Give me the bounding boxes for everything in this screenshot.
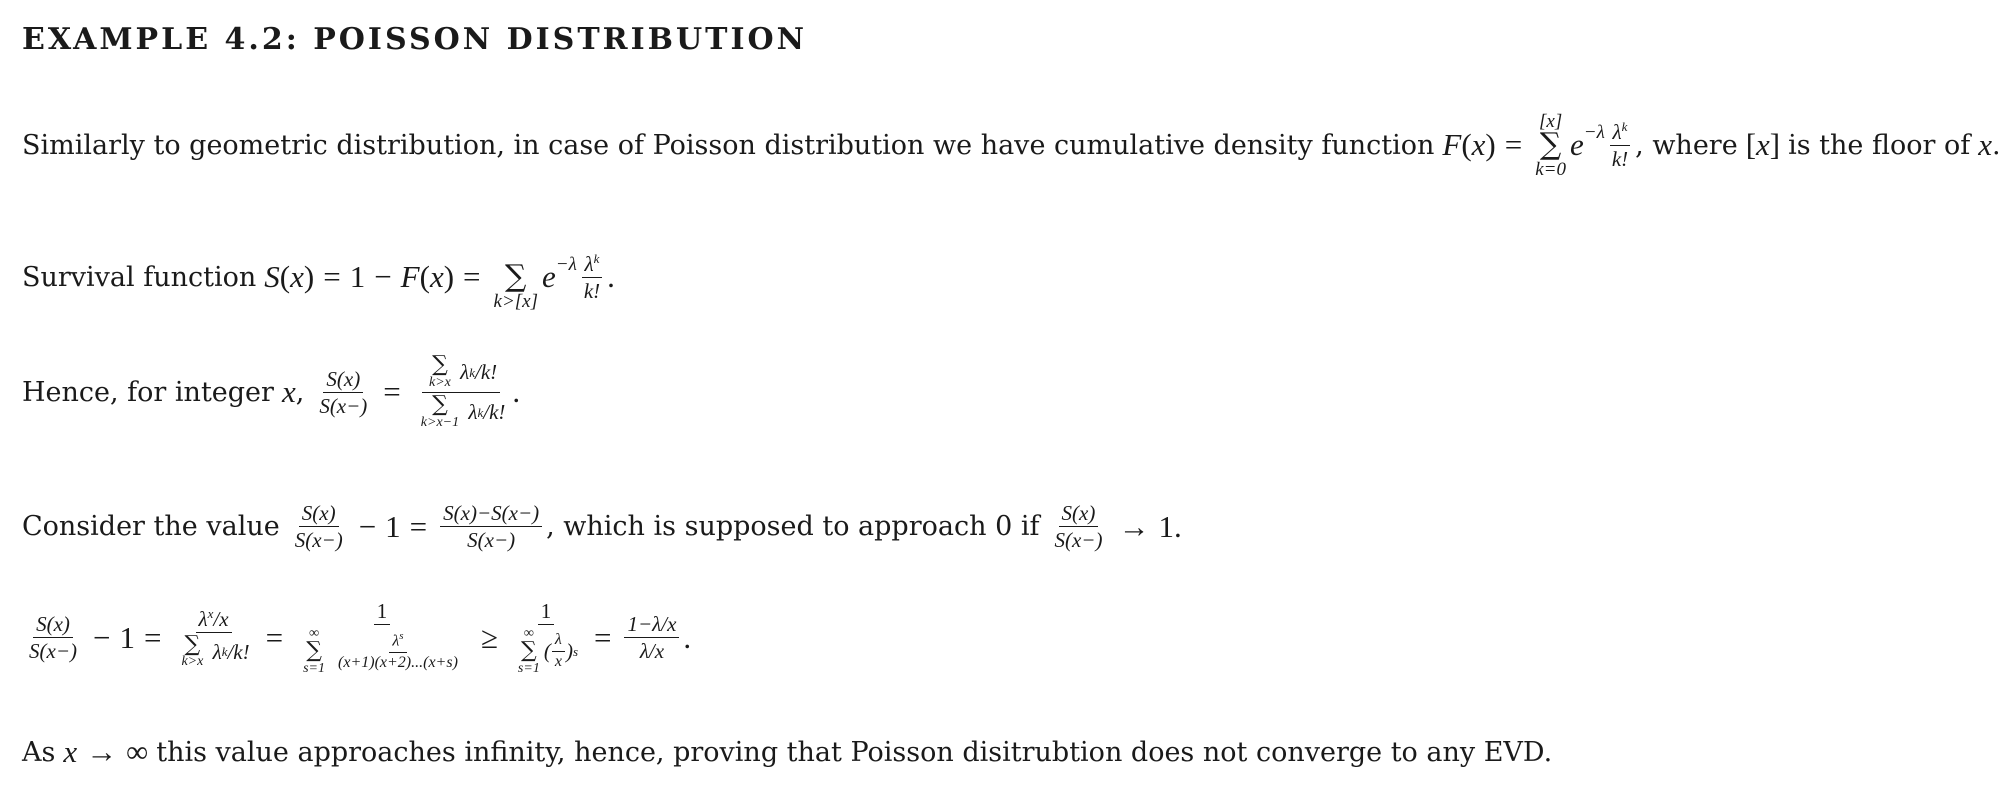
conclusion-text: this value approaches infinity, hence, proving that Poisson disitrubtion does not converge to any EVD. bbox=[156, 736, 1553, 768]
conclusion-lead-text: As bbox=[22, 736, 56, 768]
cdf-where-text: , where bbox=[1635, 129, 1738, 161]
sum-symbol: ∑ k>[x] bbox=[493, 259, 538, 312]
paragraph-ratio: Hence, for integer x , $\frac{S(x)}{S(x-)}$ = ∑ k>x λ k /k! ∑ k>x−1 λ k /k! . bbox=[22, 352, 521, 430]
paragraph-survival: Survival function S ( x ) = 1 − F ( x ) = ∑ k>[x] e $^{-\lambda}$ $\frac{\lambda^k}{k!}$ . bbox=[22, 244, 615, 311]
paragraph-inequality: $\frac{S(x)}{S(x-)}$ − 1 = $\lambda^x/x$ ∑ k>x λ k /k! = 1 ∞ ∑ s=1 $\frac{\lambda^s}{(x+1)(x+2)...(x+s)}$ ≥ 1 ∞ ∑ s=1 ( $\frac{\lambda}{x}$ ) s = $\frac{1-\lambda/x}{\lambda/x}$ . bbox=[22, 600, 691, 676]
cdf-intro-text: Similarly to geometric distribution, in case of Poisson distribution we have cumulative density function bbox=[22, 129, 1435, 161]
consider-approach-text: , which is supposed to approach 0 if bbox=[546, 511, 1040, 543]
ratio-intro-text: Hence, for integer bbox=[22, 376, 274, 408]
survival-ratio: $\frac{S(x)}{S(x-)}$ bbox=[294, 501, 343, 553]
survival-intro-text: Survival function bbox=[22, 261, 257, 293]
final-ratio: $\frac{1-\lambda/x}{\lambda/x}$ bbox=[624, 613, 679, 662]
cdf-formula-lhs: F bbox=[1442, 127, 1462, 163]
one-over-series: 1 ∞ ∑ s=1 $\frac{\lambda^s}{(x+1)(x+2)...(x+s)}$ bbox=[303, 599, 458, 676]
survival-ratio: $\frac{S(x)}{S(x-)}$ bbox=[29, 612, 77, 664]
lambda-x-over-sum: $\lambda^x/x$ ∑ k>x λ k /k! bbox=[181, 605, 250, 670]
lambda-k-over-k-factorial: $\frac{\lambda^k}{k!}$ bbox=[1609, 120, 1631, 170]
equals-sign: = bbox=[1504, 127, 1523, 163]
example-heading: EXAMPLE 4.2: POISSON DISTRIBUTION bbox=[22, 22, 808, 57]
consider-intro-text: Consider the value bbox=[22, 511, 280, 543]
survival-ratio: $\frac{S(x)}{S(x-)}$ bbox=[319, 366, 368, 418]
one-over-geometric-series: 1 ∞ ∑ s=1 ( $\frac{\lambda}{x}$ ) s bbox=[517, 599, 578, 676]
paragraph-consider: Consider the value $\frac{S(x)}{S(x-)}$ − 1 = $\frac{S(x)-S(x-)}{S(x-)}$ , which is supposed to approach 0 if $\frac{S(x)}{S(x-)}$ → 1. bbox=[22, 501, 1182, 553]
sum-symbol: [x] ∑ k=0 bbox=[1535, 111, 1566, 180]
survival-difference-ratio: $\frac{S(x)-S(x-)}{S(x-)}$ bbox=[440, 502, 542, 551]
cdf-floor-text: is the floor of bbox=[1788, 129, 1971, 161]
survival-ratio: $\frac{S(x)}{S(x-)}$ bbox=[1054, 501, 1103, 553]
sum-ratio: ∑ k>x λ k /k! ∑ k>x−1 λ k /k! bbox=[420, 352, 506, 430]
paragraph-conclusion: As x → ∞ this value approaches infinity, hence, proving that Poisson disitrubtion does not converge to any EVD. bbox=[22, 734, 1553, 769]
paragraph-cdf: Similarly to geometric distribution, in case of Poisson distribution we have cumulative density function F ( x ) = [x] ∑ k=0 e $^{-\lambda}$ $\frac{\lambda^k}{k!}$ , where [ x ] is the floor of x . bbox=[22, 111, 2001, 180]
lambda-k-over-k-factorial: $\frac{\lambda^k}{k!}$ bbox=[581, 252, 603, 302]
